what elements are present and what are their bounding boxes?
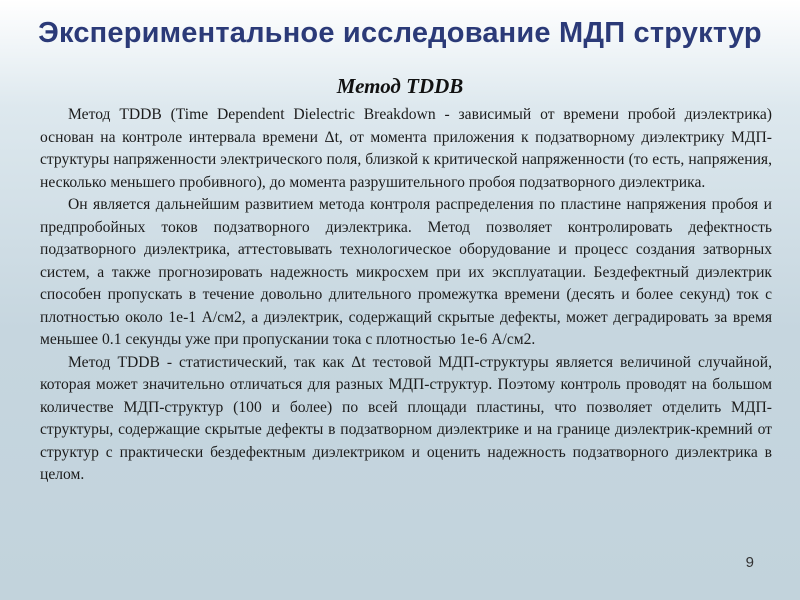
slide-title: Экспериментальное исследование МДП структур [38, 17, 762, 49]
slide-body [40, 104, 772, 487]
page-number: 9 [745, 554, 754, 571]
paragraph-1: Метод TDDB (Time Dependent Dielectric Breakdown - зависимый от времени пробой диэлектрика) основан на контроле интервала времени Δt, от момента приложения к подзатворному диэлектрику МДП-структуры напряженности электрического поля, близкой к критической напряженности (то есть, напряжения, несколько меньшего пробивного), до момента разрушительного пробоя подзатворного диэлектрика. [40, 106, 772, 191]
slide-subtitle: Метод TDDB [336, 74, 464, 98]
paragraph-2: Он является дальнейшим развитием метода контроля распределения по пластине напряжения пробоя и предпробойных токов подзатворного диэлектрика. Метод позволяет контролировать дефектность подзатворного диэлектрика, аттестовывать технологическое оборудование и процесс создания затворных систем, а также прогнозировать надежность микросхем при их эксплуатации. Бездефектный диэлектрик способен пропускать в течение довольно длительного промежутка времени (десять и более секунд) ток с плотностью около 1е-1 А/см2, а диэлектрик, содержащий скрытые дефекты, может деградировать за время меньшее 0.1 секунды уже при пропускании тока с плотностью 1е-6 А/см2. [40, 196, 772, 348]
paragraph-3: Метод TDDB - статистический, так как Δt тестовой МДП-структуры является величиной случайной, которая может значительно отличаться для разных МДП-структур. Поэтому контроль проводят на большом количестве МДП-структур (100 и более) по всей площади пластины, что позволяет отделить МДП-структуры, содержащие скрытые дефекты в подзатворном диэлектрике и на границе диэлектрик-кремний от структур с практически бездефектным диэлектриком и оценить надежность подзатворного диэлектрика в целом. [40, 353, 772, 483]
